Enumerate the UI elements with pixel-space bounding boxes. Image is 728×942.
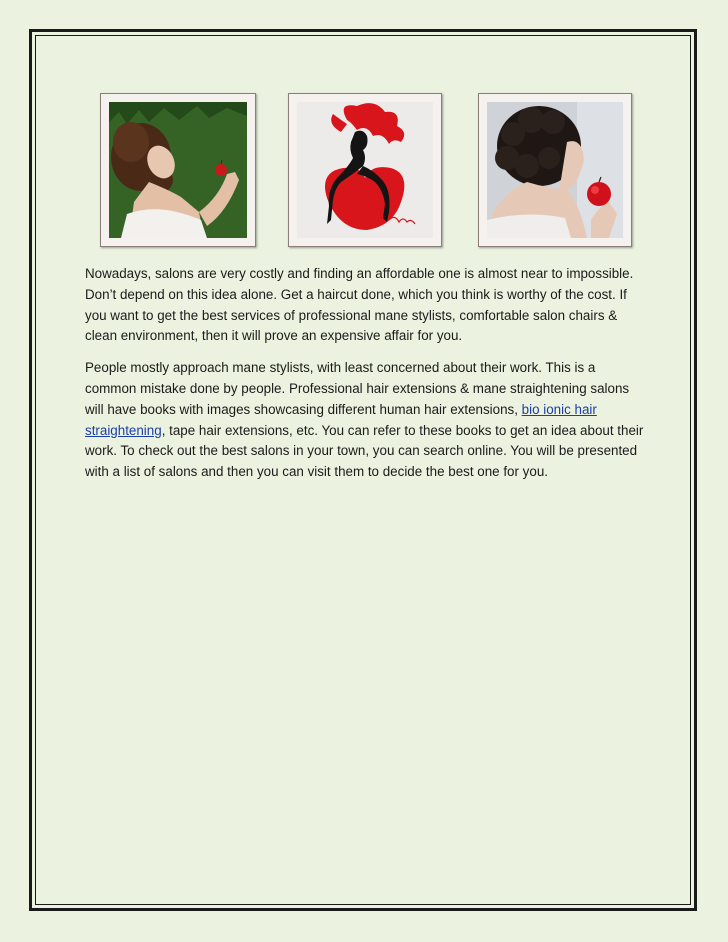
paragraph-1: Nowadays, salons are very costly and finding an affordable one is almost near to impossible. Don’t depend on this idea alone. Get a haircut done, which you think is worthy of the cost. If you want to get the best services of professional mane stylists, comfortable salon chairs & clean environment, then it will prove an expensive affair for you. [85,266,634,344]
photo-woman-updo-apple [478,93,632,247]
bio-ionic-hair-straightening-link[interactable]: bio ionic hair straightening [85,401,597,438]
photo-red-hair-logo [288,93,442,247]
red-hair-silhouette-image [297,102,433,238]
woman-on-grass-image [109,102,247,238]
paragraph-2 [85,358,645,483]
paragraph-2-text-after-link: , tape hair extensions, etc. You can refer to these books to get an idea about their work. To check out the best salons in your town, you can search online. You will be presented with a list of salons and then you can visit them to decide the best one for you. [85,422,644,480]
article-body [85,264,645,494]
woman-updo-apple-image [487,102,623,238]
paragraph-2-text-before-link: People mostly approach mane stylists, with least concerned about their work. This is a common mistake done by people. Professional hair extensions & mane straightening salons will have books with images showcasing different human hair extensions, [85,360,630,417]
photo-woman-on-grass [100,93,256,247]
